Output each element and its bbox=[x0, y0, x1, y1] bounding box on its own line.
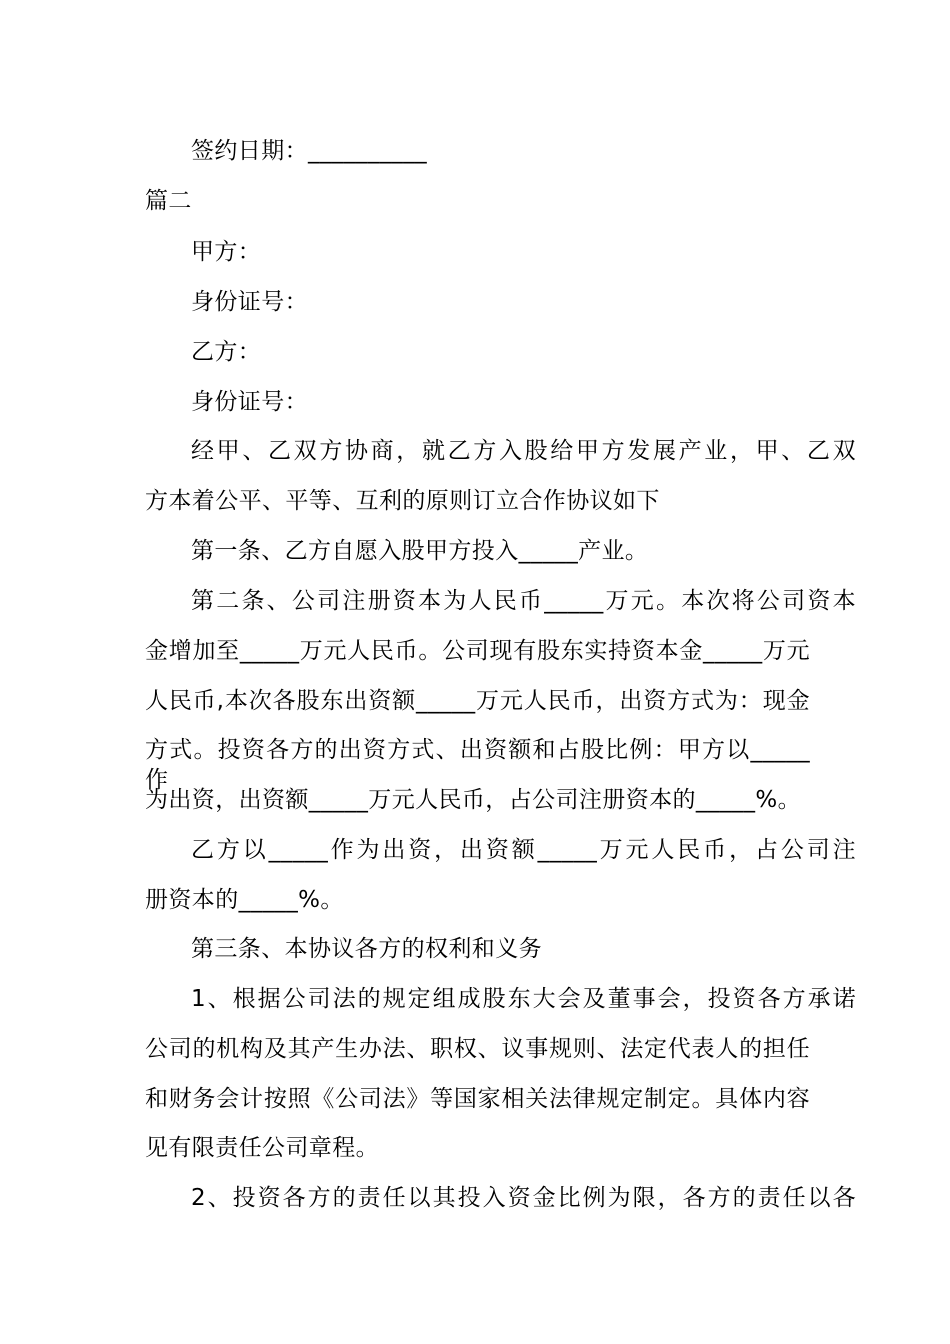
article-3-item-1-line: 公司的机构及其产生办法、职权、议事规则、法定代表人的担任 bbox=[145, 1036, 810, 1062]
party-b-contribution-line: 册资本的_____%。 bbox=[145, 887, 344, 913]
paragraph-line: 经甲、乙双方协商，就乙方入股给甲方发展产业，甲、乙双 bbox=[191, 438, 856, 464]
party-b-label: 乙方： bbox=[191, 339, 262, 365]
party-a-id-label: 身份证号： bbox=[191, 289, 308, 315]
article-3-heading: 第三条、本协议各方的权利和义务 bbox=[191, 936, 542, 962]
article-2-line: 为出资，出资额_____万元人民币，占公司注册资本的_____%。 bbox=[145, 787, 802, 813]
party-b-id-label: 身份证号： bbox=[191, 389, 308, 415]
party-b-contribution-line: 乙方以_____作为出资，出资额_____万元人民币，占公司注 bbox=[191, 837, 856, 863]
signing-date-line: 签约日期：__________ bbox=[191, 138, 427, 164]
article-3-item-2-line: 2、投资各方的责任以其投入资金比例为限，各方的责任以各 bbox=[191, 1185, 856, 1211]
article-2-line: 金增加至_____万元人民币。公司现有股东实持资本金_____万元 bbox=[145, 638, 810, 664]
party-a-label: 甲方： bbox=[191, 239, 262, 265]
section-heading: 篇二 bbox=[145, 188, 192, 214]
article-3-item-1-line: 见有限责任公司章程。 bbox=[145, 1135, 379, 1161]
article-3-item-1-line: 1、根据公司法的规定组成股东大会及董事会，投资各方承诺 bbox=[191, 986, 856, 1012]
article-3-item-1-line: 和财务会计按照《公司法》等国家相关法律规定制定。具体内容 bbox=[145, 1086, 810, 1112]
article-2-line: 人民币,本次各股东出资额_____万元人民币，出资方式为：现金 bbox=[145, 688, 810, 714]
article-2-line: 方式。投资各方的出资方式、出资额和占股比例：甲方以_____作 bbox=[145, 737, 810, 793]
paragraph-line: 方本着公平、平等、互利的原则订立合作协议如下 bbox=[145, 488, 660, 514]
article-1: 第一条、乙方自愿入股甲方投入_____产业。 bbox=[191, 538, 649, 564]
article-2-line: 第二条、公司注册资本为人民币_____万元。本次将公司资本 bbox=[191, 588, 856, 614]
